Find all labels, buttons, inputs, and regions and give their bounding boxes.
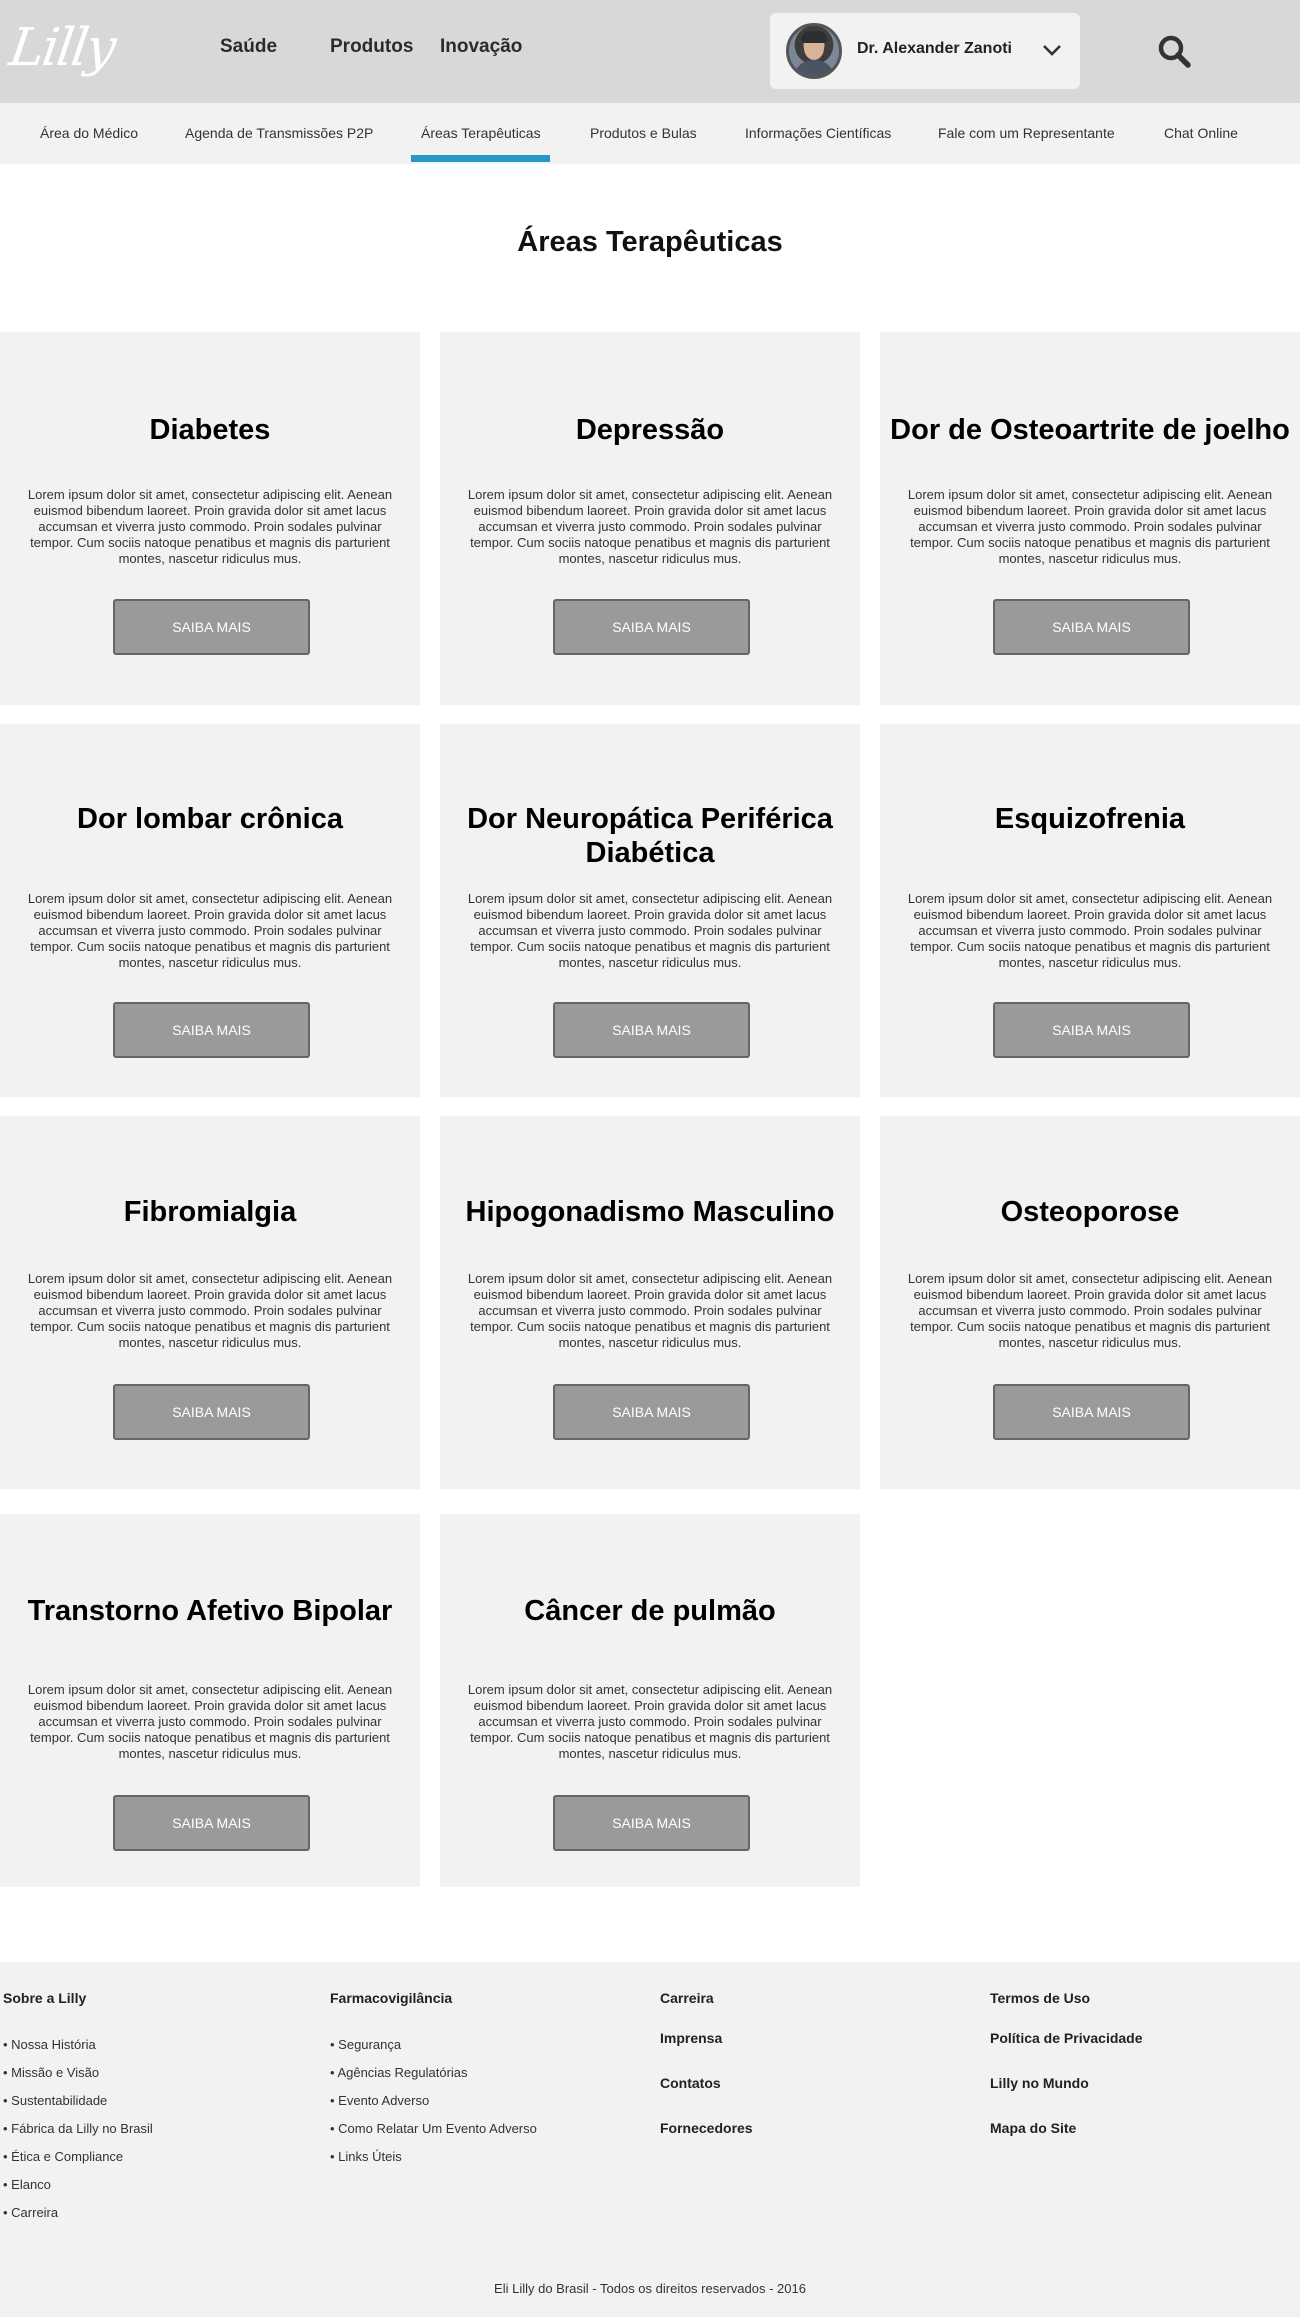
user-menu[interactable] [770, 13, 1080, 89]
footer-fornecedores[interactable]: Fornecedores [660, 2120, 753, 2136]
card-title: Hipogonadismo Masculino [465, 1196, 835, 1228]
saiba-mais-button[interactable]: SAIBA MAIS [553, 1002, 750, 1058]
footer-link[interactable]: • Links Úteis [330, 2149, 402, 2164]
saiba-mais-button[interactable]: SAIBA MAIS [553, 1384, 750, 1440]
card-osteoartrite [880, 332, 1300, 705]
footer-imprensa[interactable]: Imprensa [660, 2030, 723, 2046]
subnav-agenda-p2p[interactable]: Agenda de Transmissões P2P [185, 125, 374, 141]
saiba-mais-button[interactable]: SAIBA MAIS [113, 1795, 310, 1851]
subnav-chat-online[interactable]: Chat Online [1164, 125, 1238, 141]
saiba-mais-button[interactable]: SAIBA MAIS [993, 1384, 1190, 1440]
card-description: Lorem ipsum dolor sit amet, consectetur adipiscing elit. Aenean euismod bibendum laoreet. Proin gravida dolor sit amet lacus accumsan et viverra justo commodo. Proin sodales pulvinar tempor. Cum sociis natoque penatibus et magnis dis parturient montes, nascetur ridiculus mus. [27, 891, 393, 970]
saiba-mais-button[interactable]: SAIBA MAIS [113, 599, 310, 655]
lilly-logo[interactable]: Lilly [5, 18, 119, 78]
saiba-mais-button[interactable]: SAIBA MAIS [993, 599, 1190, 655]
card-title: Câncer de pulmão [524, 1595, 776, 1627]
card-title: Diabetes [149, 414, 271, 446]
footer-farmaco-heading: Farmacovigilância [330, 1990, 453, 2006]
card-description: Lorem ipsum dolor sit amet, consectetur adipiscing elit. Aenean euismod bibendum laoreet. Proin gravida dolor sit amet lacus accumsan et viverra justo commodo. Proin sodales pulvinar tempor. Cum sociis natoque penatibus et magnis dis parturient montes, nascetur ridiculus mus. [27, 1682, 393, 1761]
footer-link[interactable]: • Evento Adverso [330, 2093, 430, 2108]
subnav-area-do-medico[interactable]: Área do Médico [40, 125, 139, 141]
footer-sobre-heading: Sobre a Lilly [3, 1990, 87, 2006]
card-title: Osteoporose [1000, 1196, 1180, 1228]
card-diabetes [0, 332, 420, 705]
card-title: Dor Neuropática Periférica Diabética [467, 803, 833, 869]
card-description: Lorem ipsum dolor sit amet, consectetur adipiscing elit. Aenean euismod bibendum laoreet. Proin gravida dolor sit amet lacus accumsan et viverra justo commodo. Proin sodales pulvinar tempor. Cum sociis natoque penatibus et magnis dis parturient montes, nascetur ridiculus mus. [27, 487, 393, 566]
footer-contatos[interactable]: Contatos [660, 2075, 721, 2091]
card-title: Esquizofrenia [994, 803, 1186, 835]
subnav-areas-terapeuticas[interactable]: Áreas Terapêuticas [421, 125, 541, 141]
card-depressao [440, 332, 860, 705]
card-description: Lorem ipsum dolor sit amet, consectetur adipiscing elit. Aenean euismod bibendum laoreet. Proin gravida dolor sit amet lacus accumsan et viverra justo commodo. Proin sodales pulvinar tempor. Cum sociis natoque penatibus et magnis dis parturient montes, nascetur ridiculus mus. [467, 891, 833, 970]
card-description: Lorem ipsum dolor sit amet, consectetur adipiscing elit. Aenean euismod bibendum laoreet. Proin gravida dolor sit amet lacus accumsan et viverra justo commodo. Proin sodales pulvinar tempor. Cum sociis natoque penatibus et magnis dis parturient montes, nascetur ridiculus mus. [27, 1271, 393, 1350]
card-title: Depressão [575, 414, 725, 446]
subnav-informacoes-cientificas[interactable]: Informações Científicas [745, 125, 892, 141]
card-esquizofrenia [880, 724, 1300, 1097]
subnav-produtos-bulas[interactable]: Produtos e Bulas [590, 125, 697, 141]
footer-link[interactable]: • Ética e Compliance [3, 2149, 124, 2164]
search-icon[interactable] [1156, 33, 1192, 69]
footer-mapa-site[interactable]: Mapa do Site [990, 2120, 1077, 2136]
card-description: Lorem ipsum dolor sit amet, consectetur adipiscing elit. Aenean euismod bibendum laoreet. Proin gravida dolor sit amet lacus accumsan et viverra justo commodo. Proin sodales pulvinar tempor. Cum sociis natoque penatibus et magnis dis parturient montes, nascetur ridiculus mus. [467, 1271, 833, 1350]
chevron-down-icon[interactable] [1042, 40, 1062, 60]
card-bipolar [0, 1514, 420, 1887]
footer-privacidade[interactable]: Política de Privacidade [990, 2030, 1143, 2046]
footer-link[interactable]: • Sustentabilidade [3, 2093, 108, 2108]
footer-link[interactable]: • Como Relatar Um Evento Adverso [330, 2121, 537, 2136]
footer-lilly-mundo[interactable]: Lilly no Mundo [990, 2075, 1089, 2091]
card-dor-neuropatica [440, 724, 860, 1097]
card-description: Lorem ipsum dolor sit amet, consectetur adipiscing elit. Aenean euismod bibendum laoreet. Proin gravida dolor sit amet lacus accumsan et viverra justo commodo. Proin sodales pulvinar tempor. Cum sociis natoque penatibus et magnis dis parturient montes, nascetur ridiculus mus. [467, 487, 833, 566]
card-cancer-pulmao [440, 1514, 860, 1887]
footer-termos[interactable]: Termos de Uso [990, 1990, 1091, 2006]
copyright: Eli Lilly do Brasil - Todos os direitos reservados - 2016 [494, 2281, 806, 2296]
saiba-mais-button[interactable]: SAIBA MAIS [553, 1795, 750, 1851]
site-header [0, 0, 1300, 103]
page-title: Áreas Terapêuticas [517, 226, 783, 258]
site-footer [0, 1962, 1300, 2317]
card-title: Fibromialgia [123, 1196, 297, 1228]
card-title: Dor de Osteoartrite de joelho [890, 414, 1290, 446]
nav-produtos[interactable]: Produtos [330, 36, 414, 57]
card-description: Lorem ipsum dolor sit amet, consectetur adipiscing elit. Aenean euismod bibendum laoreet. Proin gravida dolor sit amet lacus accumsan et viverra justo commodo. Proin sodales pulvinar tempor. Cum sociis natoque penatibus et magnis dis parturient montes, nascetur ridiculus mus. [467, 1682, 833, 1761]
footer-link[interactable]: • Nossa História [3, 2037, 96, 2052]
card-hipogonadismo [440, 1116, 860, 1489]
avatar [786, 23, 842, 79]
secondary-nav [0, 103, 1300, 164]
user-name: Dr. Alexander Zanoti [857, 40, 1012, 57]
card-description: Lorem ipsum dolor sit amet, consectetur adipiscing elit. Aenean euismod bibendum laoreet. Proin gravida dolor sit amet lacus accumsan et viverra justo commodo. Proin sodales pulvinar tempor. Cum sociis natoque penatibus et magnis dis parturient montes, nascetur ridiculus mus. [907, 1271, 1273, 1350]
active-tab-indicator [411, 155, 550, 162]
saiba-mais-button[interactable]: SAIBA MAIS [113, 1002, 310, 1058]
footer-link[interactable]: • Segurança [330, 2037, 402, 2052]
footer-carreira[interactable]: Carreira [660, 1990, 714, 2006]
nav-saude[interactable]: Saúde [220, 36, 278, 57]
saiba-mais-button[interactable]: SAIBA MAIS [113, 1384, 310, 1440]
footer-link[interactable]: • Missão e Visão [3, 2065, 100, 2080]
saiba-mais-button[interactable]: SAIBA MAIS [993, 1002, 1190, 1058]
footer-link[interactable]: • Elanco [3, 2177, 51, 2192]
card-osteoporose [880, 1116, 1300, 1489]
saiba-mais-button[interactable]: SAIBA MAIS [553, 599, 750, 655]
subnav-fale-representante[interactable]: Fale com um Representante [938, 125, 1115, 141]
card-title: Transtorno Afetivo Bipolar [27, 1595, 393, 1627]
card-description: Lorem ipsum dolor sit amet, consectetur adipiscing elit. Aenean euismod bibendum laoreet. Proin gravida dolor sit amet lacus accumsan et viverra justo commodo. Proin sodales pulvinar tempor. Cum sociis natoque penatibus et magnis dis parturient montes, nascetur ridiculus mus. [907, 487, 1273, 566]
footer-link[interactable]: • Agências Regulatórias [330, 2065, 468, 2080]
footer-link[interactable]: • Carreira [3, 2205, 59, 2220]
card-fibromialgia [0, 1116, 420, 1489]
card-description: Lorem ipsum dolor sit amet, consectetur adipiscing elit. Aenean euismod bibendum laoreet. Proin gravida dolor sit amet lacus accumsan et viverra justo commodo. Proin sodales pulvinar tempor. Cum sociis natoque penatibus et magnis dis parturient montes, nascetur ridiculus mus. [907, 891, 1273, 970]
card-title: Dor lombar crônica [77, 803, 343, 835]
footer-link[interactable]: • Fábrica da Lilly no Brasil [3, 2121, 153, 2136]
nav-inovacao[interactable]: Inovação [440, 36, 523, 57]
card-dor-lombar [0, 724, 420, 1097]
